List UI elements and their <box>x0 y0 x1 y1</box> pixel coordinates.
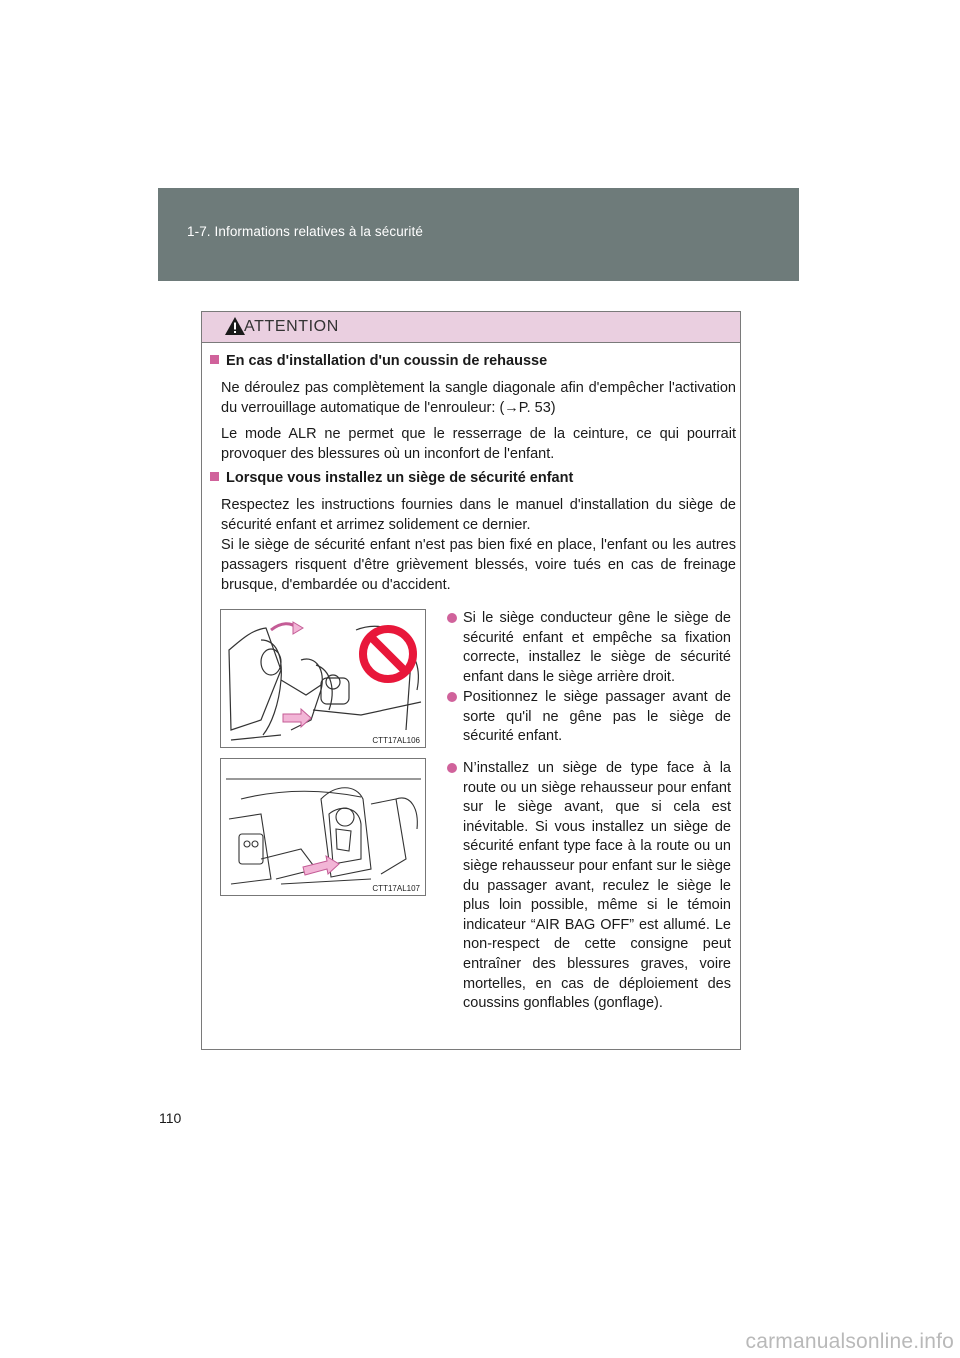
square-bullet-icon <box>210 355 219 364</box>
caution-title: ATTENTION <box>244 318 339 335</box>
paragraph: Le mode ALR ne permet que le resserrage de la ceinture, ce qui pourrait provoquer des blessures où un inconfort de l'enfant. <box>221 426 736 462</box>
bullet-dot-icon <box>447 763 457 773</box>
warning-triangle-icon <box>224 316 246 336</box>
illustration-driver-seat-conflict <box>220 609 426 748</box>
bullet-item <box>447 759 731 1014</box>
square-bullet-icon <box>210 472 219 481</box>
figure-code: CTT17AL107 <box>372 884 420 893</box>
bullet-text: Si le siège conducteur gêne le siège de sécurité enfant et empêche sa fixation correcte, installez le siège de sécurité enfant dans le siège arrière droit. <box>463 610 731 685</box>
chapter-header-band <box>158 188 799 281</box>
section-heading-child-seat <box>210 470 573 486</box>
illustration-front-seat-child-seat <box>220 758 426 896</box>
bullet-text: Positionnez le siège passager avant de sorte qu'il ne gêne pas le siège de sécurité enfant. <box>463 689 731 745</box>
bullet-text: N’installez un siège de type face à la route ou un siège rehausseur pour enfant sur le siège avant, que si cela est inévitable. Si vous installez un siège de sécurité enfant type face à la route ou un siège rehausseur pour enfant sur le siège du passager avant, reculez le siège le plus loin possible, même si le témoin indicateur “AIR BAG OFF” est allumé. Le non-respect de cette consigne peut entraîner des blessures graves, voire mortelles, en cas de déploiement des coussins gonflables (gonflage). <box>463 760 731 1012</box>
paragraph: Respectez les instructions fournies dans le manuel d'installation du siège de sécurité enfant et arrimez solidement ce dernier. <box>221 497 736 533</box>
figure-code: CTT17AL106 <box>372 736 420 745</box>
paragraph: Ne déroulez pas complètement la sangle diagonale afin d'empêcher l'activation du verrouillage automatique de l'enrouleur: (→P. 53) <box>221 380 736 416</box>
bullet-dot-icon <box>447 613 457 623</box>
section-heading-booster <box>210 353 547 369</box>
caution-box <box>201 311 741 1050</box>
page-number: 110 <box>159 1110 182 1126</box>
watermark: carmanualsonline.info <box>745 1330 954 1353</box>
bullet-item <box>447 688 731 747</box>
bullet-dot-icon <box>447 692 457 702</box>
chapter-title: 1-7. Informations relatives à la sécurité <box>187 224 423 239</box>
section-heading-text: Lorsque vous installez un siège de sécurité enfant <box>226 470 574 486</box>
car-interior-illustration <box>221 610 425 747</box>
front-seat-illustration <box>221 759 425 895</box>
caution-header <box>202 312 740 343</box>
section-heading-text: En cas d'installation d'un coussin de rehausse <box>226 353 548 369</box>
paragraph: Si le siège de sécurité enfant n'est pas bien fixé en place, l'enfant ou les autres passagers risquent d'être grièvement blessés, voire tués en cas de freinage brusque, d'embardée ou d'accident. <box>221 537 736 593</box>
bullet-item <box>447 609 731 687</box>
